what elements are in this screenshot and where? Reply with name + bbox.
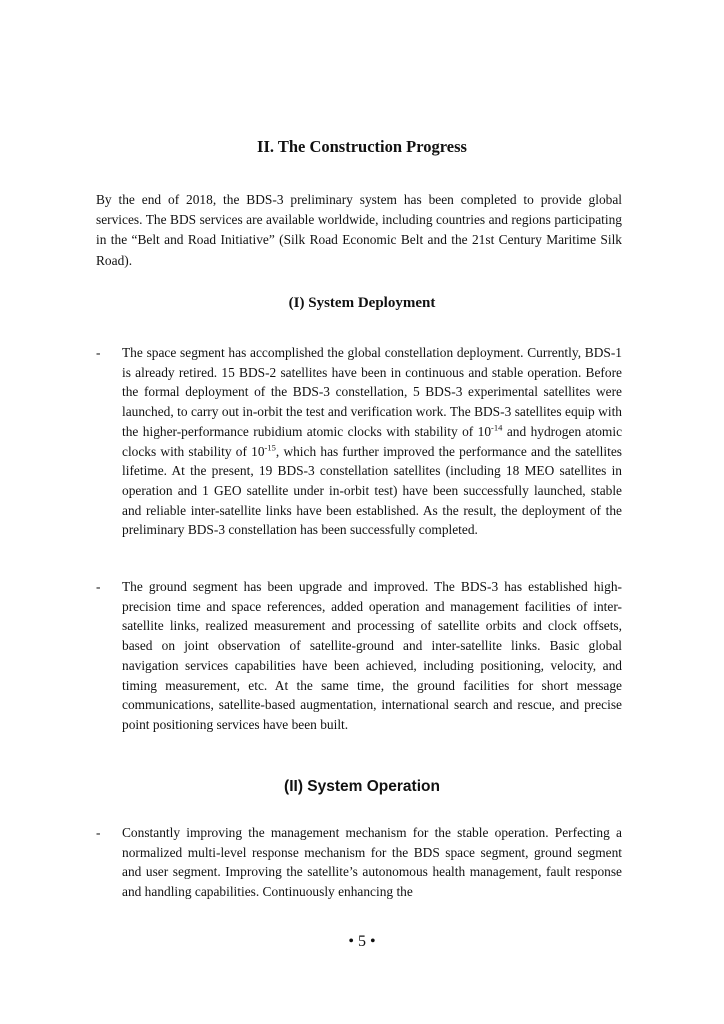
subsection-title-deployment: (I) System Deployment [288, 295, 436, 311]
bullet-text-part: , which has further improved the performance and the satellites lifetime. At the present, 19 BDS-3 constellation satellites (including 18 MEO satellites in operation and 1 GEO satellite under in-orbit test) have been successfully launched, stable and reliable inter-satellite links have been established. As the result, the deployment of the preliminary BDS-3 constellation has been successfully completed. [122, 443, 622, 538]
bullet-text-part: and hydrogen atomic clocks with stability of 10 [122, 423, 623, 459]
subsection-title-operation: (II) System Operation [284, 778, 440, 795]
section-title: II. The Construction Progress [257, 137, 467, 156]
bullet-ground-segment [96, 577, 622, 735]
bullet-marker: - [96, 825, 101, 840]
bullet-space-segment [96, 343, 622, 540]
exponent: -15 [264, 442, 276, 453]
bullet-text-part: The space segment has accomplished the global constellation deployment. Currently, BDS-1 is already retired. 15 BDS-2 satellites have been in continuous and stable operation. Before the formal deployment of the BDS-3 constellation, 5 BDS-3 experimental satellites were launched, to carry out in-orbit the test and verification work. The BDS-3 satellites equip with the higher-performance rubidium atomic clocks with stability of 10 [122, 345, 622, 439]
intro-paragraph: By the end of 2018, the BDS-3 preliminary system has been completed to provide global services. The BDS services are available worldwide, including countries and regions participating in the “Belt and Road Initiative” (Silk Road Economic Belt and the 21st Century Maritime Silk Road). [96, 192, 622, 268]
bullet-text: The ground segment has been upgrade and improved. The BDS-3 has established high-precision time and space references, added operation and management facilities of inter-satellite links, realized measurement and processing of satellite orbits and clock offsets, based on joint observation of satellite-ground and inter-satellite links. Basic global navigation services capabilities have been achieved, including positioning, velocity, and timing measurement, etc. At the same time, the ground facilities for short message communications, satellite-based augmentation, international search and rescue, and precise point positioning services have been built. [122, 579, 622, 732]
exponent: -14 [491, 422, 503, 433]
bullet-text [122, 343, 622, 540]
bullet-marker: - [96, 579, 101, 594]
bullet-management-mechanism [96, 823, 622, 902]
bullet-marker: - [96, 345, 101, 360]
bullet-text: Constantly improving the management mechanism for the stable operation. Perfecting a normalized multi-level response mechanism for the BDS space segment, ground segment and user segment. Improving the satellite’s autonomous health management, fault response and handling capabilities. Continuously enhancing the [122, 825, 622, 900]
page-number: • 5 • [348, 933, 376, 950]
